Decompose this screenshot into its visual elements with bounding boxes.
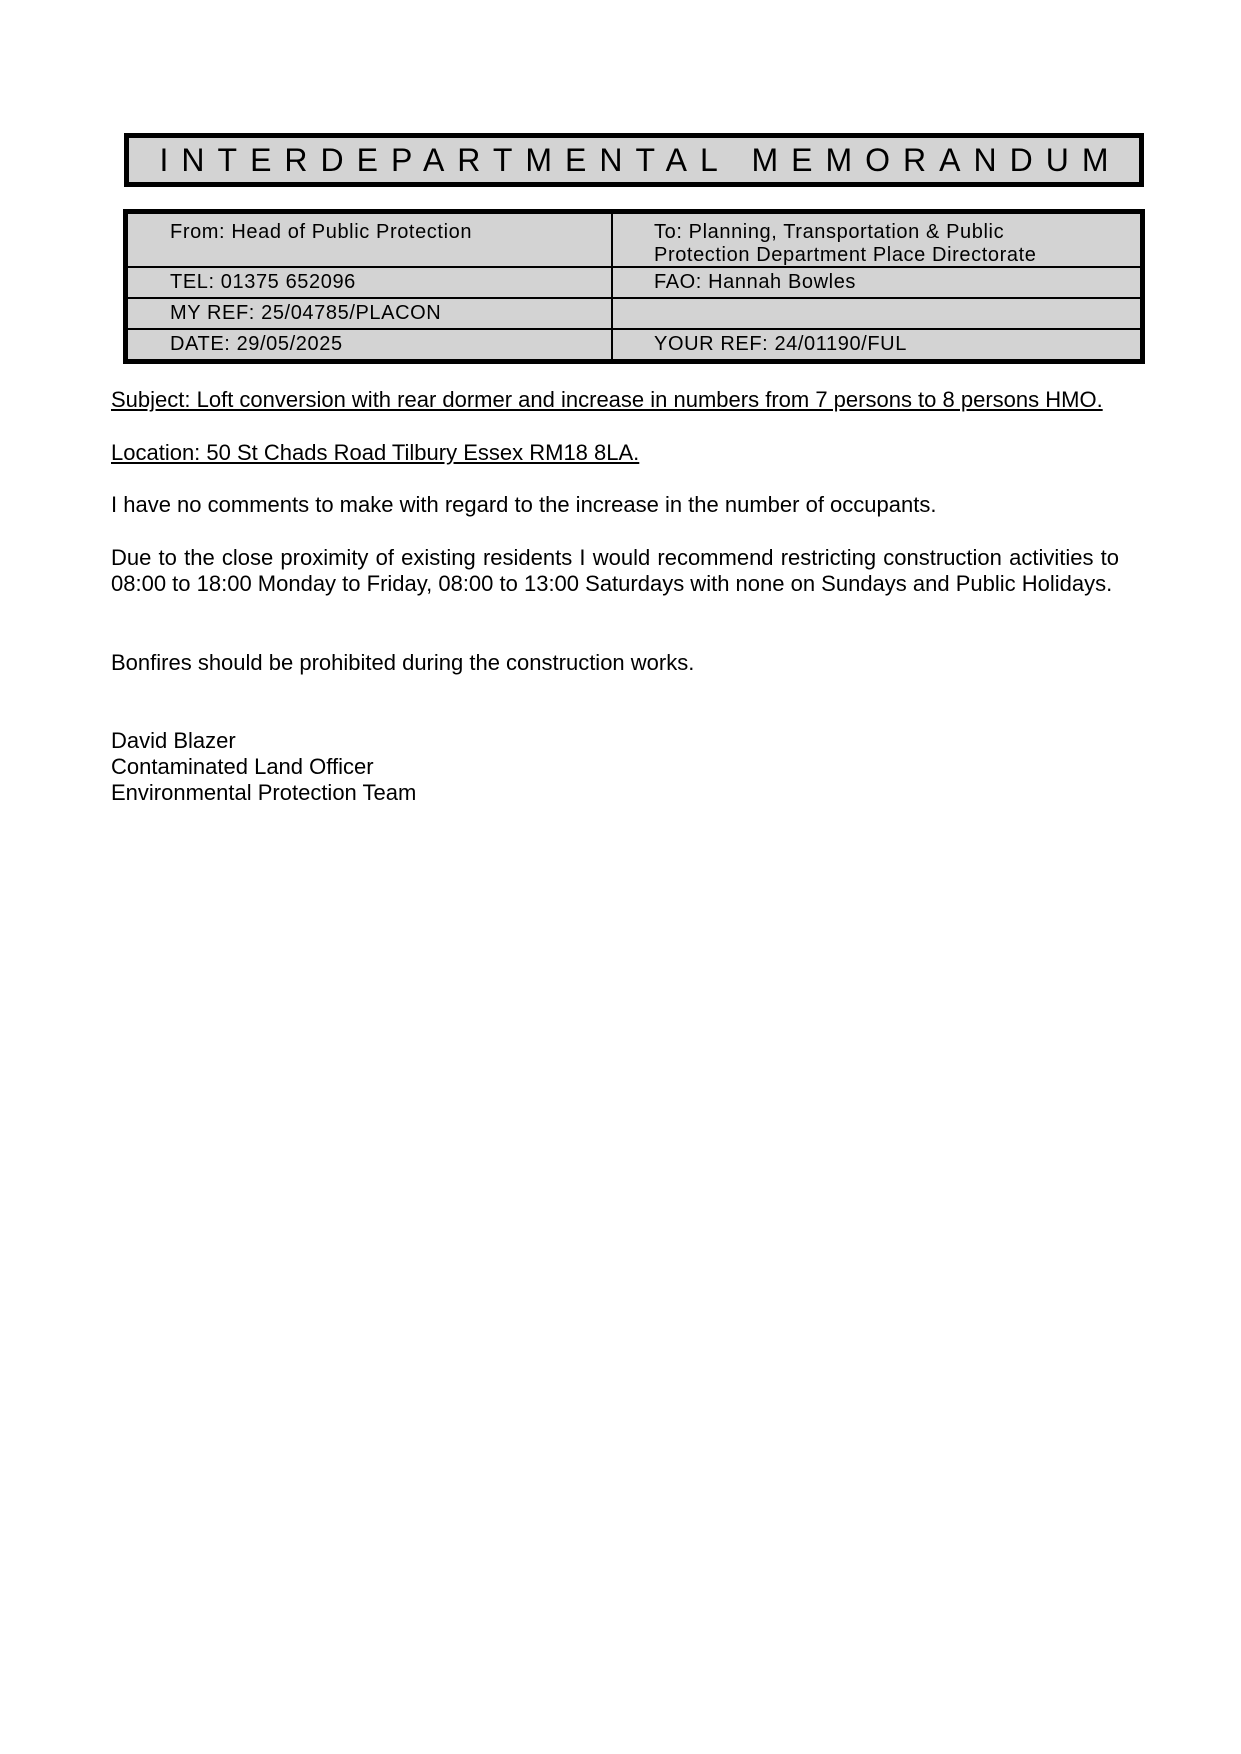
header-your-ref: YOUR REF: 24/01190/FUL	[654, 333, 907, 355]
header-tel: TEL: 01375 652096	[128, 268, 613, 297]
header-row-from-to	[128, 214, 1140, 266]
memo-paragraph-1: I have no comments to make with regard to the increase in the number of occupants.	[111, 492, 937, 517]
header-fao: FAO: Hannah Bowles	[654, 271, 857, 293]
memo-title: INTERDEPARTMENTAL MEMORANDUM	[159, 141, 1122, 178]
memo-signature	[111, 728, 1119, 806]
memo-header-table	[123, 209, 1145, 364]
header-to-line2: Protection Department Place Directorate	[654, 244, 1037, 266]
header-row-date-your-ref	[128, 328, 1140, 359]
memo-paragraph-3: Bonfires should be prohibited during the construction works.	[111, 650, 695, 675]
header-to-line1: To: Planning, Transportation & Public	[654, 221, 1005, 243]
header-date: DATE: 29/05/2025	[128, 330, 613, 359]
signature-team: Environmental Protection Team	[111, 780, 417, 805]
header-to	[613, 214, 1140, 266]
header-from: From: Head of Public Protection	[128, 214, 613, 266]
signature-role: Contaminated Land Officer	[111, 754, 374, 779]
header-row-tel-fao	[128, 266, 1140, 297]
memo-subject: Subject: Loft conversion with rear dormer and increase in numbers from 7 persons to 8 persons HMO.	[111, 387, 1103, 412]
header-my-ref: MY REF: 25/04785/PLACON	[128, 299, 613, 328]
memo-title-box	[124, 133, 1144, 187]
memo-location: Location: 50 St Chads Road Tilbury Essex RM18 8LA.	[111, 440, 640, 465]
signature-name: David Blazer	[111, 728, 236, 753]
header-row-my-ref	[128, 297, 1140, 328]
memo-paragraph-2: Due to the close proximity of existing residents I would recommend restricting construction activities to 08:00 to 18:00 Monday to Friday, 08:00 to 13:00 Saturdays with none on Sundays and Public Holidays.	[111, 545, 1119, 596]
header-empty-cell	[613, 299, 1140, 328]
